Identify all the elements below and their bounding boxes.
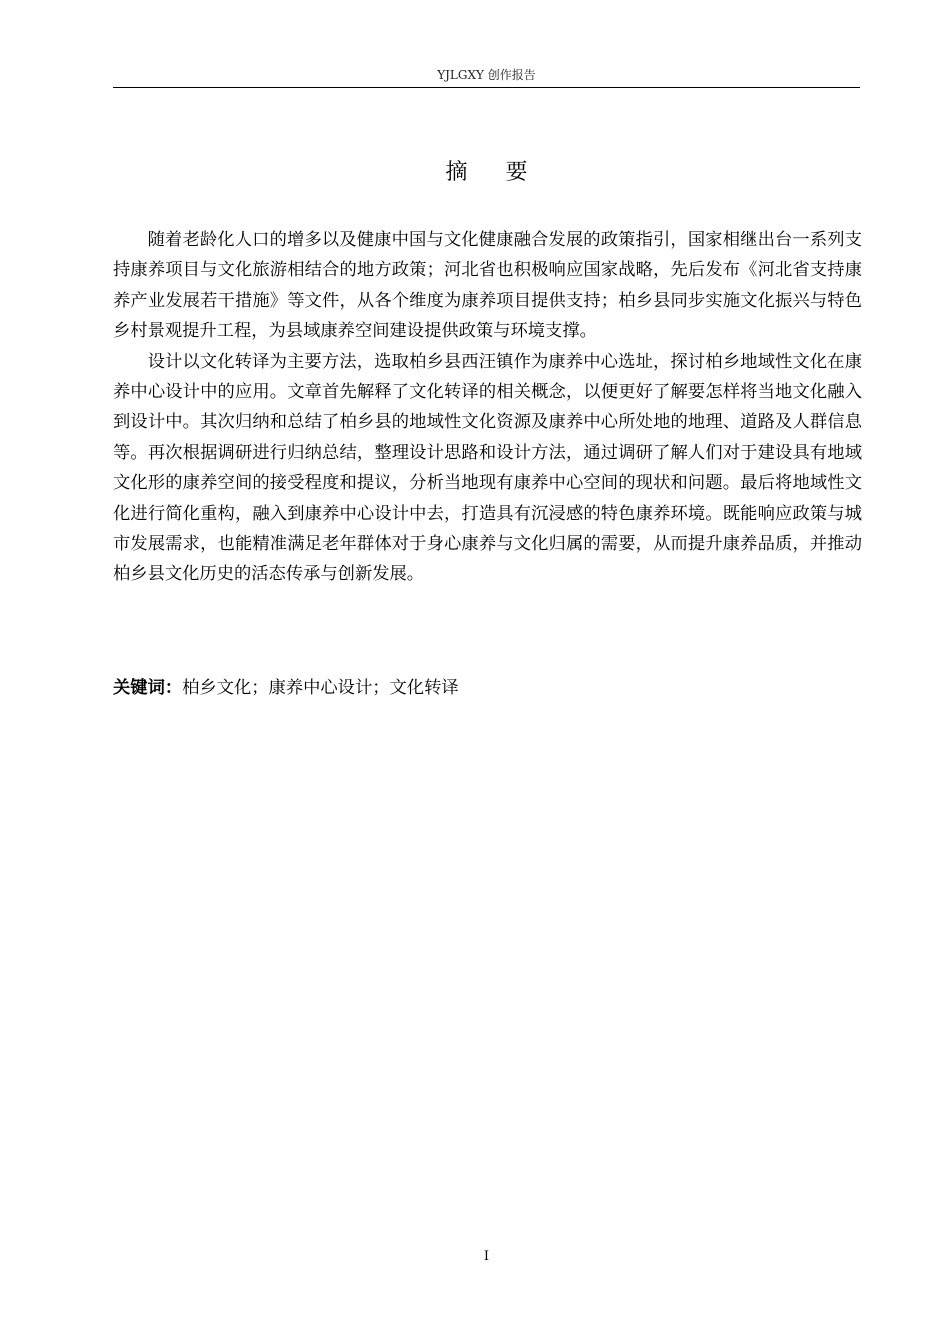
- page-header: YJLGXY 创作报告: [437, 68, 536, 82]
- header-divider: [113, 87, 860, 88]
- abstract-body: [113, 225, 862, 590]
- abstract-paragraph-2: 设计以文化转译为主要方法，选取柏乡县西汪镇作为康养中心选址，探讨柏乡地域性文化在康养中心设计中的应用。文章首先解释了文化转译的相关概念，以便更好了解要怎样将当地文化融入到设计中。其次归纳和总结了柏乡县的地域性文化资源及康养中心所处地的地理、道路及人群信息等。再次根据调研进行归纳总结，整理设计思路和设计方法，通过调研了解人们对于建设具有地域文化形的康养空间的接受程度和提议，分析当地现有康养中心空间的现状和问题。最后将地域性文化进行简化重构，融入到康养中心设计中去，打造具有沉浸感的特色康养环境。既能响应政策与城市发展需求，也能精准满足老年群体对于身心康养与文化归属的需要，从而提升康养品质，并推动柏乡县文化历史的活态传承与创新发展。: [113, 351, 862, 585]
- keywords-line: [113, 673, 862, 703]
- abstract-paragraph-1: 随着老龄化人口的增多以及健康中国与文化健康融合发展的政策指引，国家相继出台一系列支持康养项目与文化旅游相结合的地方政策；河北省也积极响应国家战略，先后发布《河北省支持康养产业发展若干措施》等文件，从各个维度为康养项目提供支持；柏乡县同步实施文化振兴与特色乡村景观提升工程，为县域康养空间建设提供政策与环境支撑。: [113, 230, 862, 342]
- abstract-title: 摘要: [445, 160, 566, 185]
- keywords-label: 关键词：: [113, 678, 183, 698]
- page-number: I: [483, 1249, 490, 1264]
- keywords-value: 柏乡文化；康养中心设计；文化转译: [182, 678, 459, 698]
